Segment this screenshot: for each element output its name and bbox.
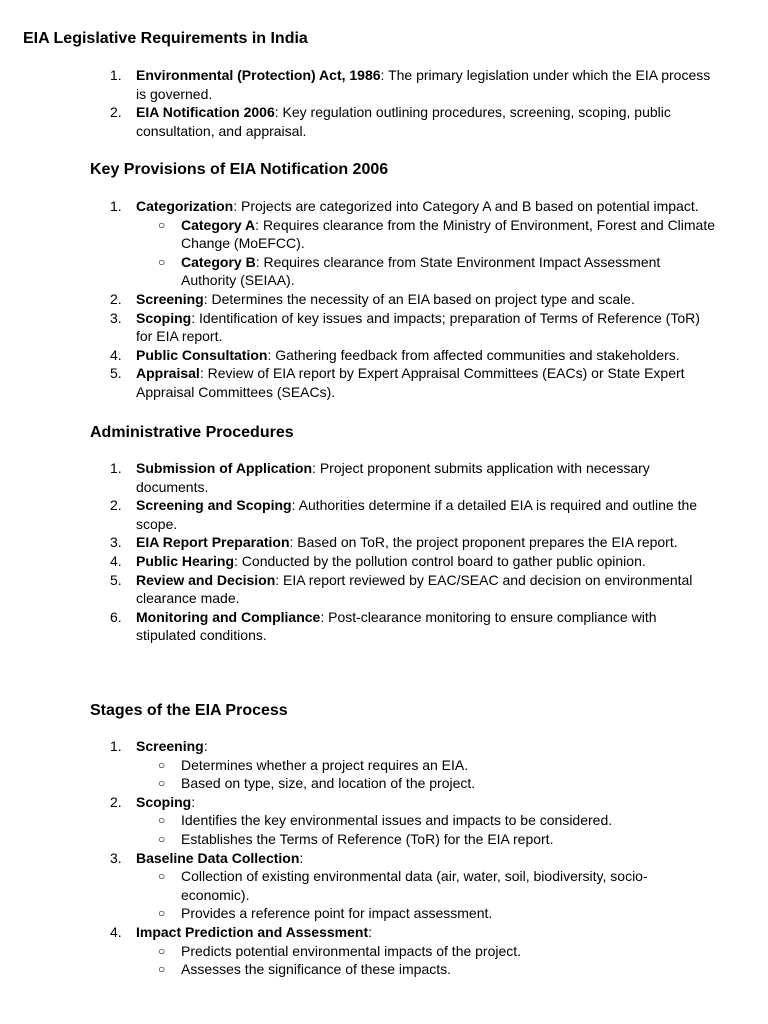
item-text: : The primary legislation under which the EIA process is governed. — [136, 67, 711, 102]
item-text: : — [368, 923, 372, 940]
item-number: 2. — [110, 104, 122, 121]
admin-heading: Administrative Procedures — [90, 424, 294, 441]
item-text: : Based on ToR, the project proponent prepares the EIA report. — [289, 534, 678, 551]
list-item — [0, 533, 716, 552]
item-term: Screening — [136, 290, 204, 307]
item-number: 4. — [110, 346, 122, 363]
item-text: : EIA report reviewed by EAC/SEAC and decision on environmental clearance made. — [136, 571, 693, 607]
item-text: : Post-clearance monitoring to ensure compliance with stipulated conditions. — [136, 608, 657, 644]
item-number: 1. — [110, 67, 122, 83]
list-item — [0, 849, 716, 923]
legislative-list — [0, 66, 768, 140]
item-number: 1. — [110, 460, 122, 476]
sub-list-item — [136, 867, 716, 904]
list-item — [0, 346, 716, 365]
list-item — [0, 309, 716, 346]
list-item — [0, 364, 716, 401]
sub-item-text: Identifies the key environmental issues and impacts to be considered. — [181, 812, 613, 829]
provisions-heading: Key Provisions of EIA Notification 2006 — [90, 161, 389, 178]
sub-list-item — [136, 216, 716, 253]
item-term: Screening and Scoping — [136, 497, 292, 514]
item-text: : Authorities determine if a detailed EIA is required and outline the scope. — [136, 497, 698, 532]
bullet-icon: ○ — [158, 943, 166, 958]
item-term: Categorization — [136, 198, 234, 214]
bullet-icon: ○ — [158, 906, 166, 921]
item-number: 3. — [110, 534, 122, 551]
item-term: EIA Report Preparation — [136, 534, 290, 551]
page-title: EIA Legislative Requirements in India — [23, 30, 308, 47]
sub-list-item — [136, 253, 716, 290]
sub-list — [136, 942, 716, 979]
item-term: Submission of Application — [136, 460, 313, 476]
item-number: 3. — [110, 849, 122, 866]
list-item — [0, 923, 716, 979]
item-number: 4. — [110, 552, 122, 569]
bullet-icon: ○ — [158, 831, 166, 846]
sub-item-text: : Requires clearance from State Environment Impact Assessment Authority (SEIAA). — [181, 253, 661, 289]
list-item — [0, 103, 716, 140]
stages-list — [0, 737, 768, 979]
item-number: 3. — [110, 309, 122, 326]
list-item — [0, 793, 716, 849]
sub-list — [136, 811, 716, 848]
sub-item-term: Category B — [181, 253, 256, 270]
item-term: Screening — [136, 738, 204, 754]
item-text: : Review of EIA report by Expert Appraisal Committees (EACs) or State Expert Appraisal Committees (SEACs). — [136, 365, 685, 400]
sub-list — [136, 216, 716, 290]
list-item — [0, 197, 716, 290]
list-item — [0, 66, 716, 103]
list-item — [0, 459, 716, 496]
item-number: 5. — [110, 571, 122, 588]
item-number: 1. — [110, 738, 122, 754]
sub-item-text: : Requires clearance from the Ministry of Environment, Forest and Climate Change (MoEFCC). — [181, 216, 716, 252]
sub-item-text: Provides a reference point for impact assessment. — [181, 905, 493, 922]
sub-list — [136, 867, 716, 923]
item-term: Baseline Data Collection — [136, 849, 300, 866]
item-term: Impact Prediction and Assessment — [136, 923, 369, 940]
sub-item-text: Determines whether a project requires an EIA. — [181, 756, 469, 773]
item-number: 5. — [110, 365, 122, 382]
sub-item-text: Assesses the significance of these impacts. — [181, 961, 452, 978]
list-item — [0, 571, 716, 608]
bullet-icon: ○ — [158, 757, 166, 772]
sub-item-term: Category A — [181, 216, 256, 233]
item-text: : Project proponent submits application with necessary documents. — [136, 460, 650, 495]
sub-list-item — [136, 960, 716, 979]
item-text: : Identification of key issues and impacts; preparation of Terms of Reference (ToR) for EIA report. — [136, 309, 700, 345]
item-term: Environmental (Protection) Act, 1986 — [136, 67, 381, 83]
bullet-icon: ○ — [158, 776, 166, 791]
item-text: : — [203, 738, 208, 754]
list-item — [0, 608, 716, 645]
item-text: : — [191, 793, 196, 810]
item-text: : — [299, 849, 304, 866]
item-text: : Projects are categorized into Category A and B based on potential impact. — [233, 198, 699, 214]
sub-item-text: Predicts potential environmental impacts of the project. — [181, 942, 522, 959]
item-term: Scoping — [136, 793, 192, 810]
bullet-icon: ○ — [158, 962, 166, 977]
sub-list-item — [136, 811, 716, 830]
item-number: 6. — [110, 608, 122, 625]
item-term: Public Hearing — [136, 552, 235, 569]
list-item — [0, 737, 716, 793]
bullet-icon: ○ — [158, 254, 166, 269]
item-text: : Determines the necessity of an EIA based on project type and scale. — [203, 290, 635, 307]
sub-list — [136, 756, 716, 793]
provisions-list — [0, 197, 768, 402]
item-term: Scoping — [136, 309, 192, 326]
bullet-icon: ○ — [158, 813, 166, 828]
item-text: : Gathering feedback from affected communities and stakeholders. — [267, 346, 680, 363]
sub-list-item — [136, 756, 716, 775]
bullet-icon: ○ — [158, 869, 166, 884]
item-term: Monitoring and Compliance — [136, 608, 321, 625]
item-text: : Conducted by the pollution control board to gather public opinion. — [234, 552, 646, 569]
item-term: Review and Decision — [136, 571, 276, 588]
item-number: 4. — [110, 923, 122, 940]
sub-list-item — [136, 830, 716, 849]
sub-list-item — [136, 942, 716, 961]
item-term: EIA Notification 2006 — [136, 104, 275, 121]
sub-list-item — [136, 774, 716, 793]
item-number: 2. — [110, 497, 122, 514]
stages-heading: Stages of the EIA Process — [90, 702, 288, 719]
item-number: 1. — [110, 198, 122, 214]
item-number: 2. — [110, 290, 122, 307]
item-term: Appraisal — [136, 365, 200, 382]
bullet-icon: ○ — [158, 217, 166, 232]
item-number: 2. — [110, 793, 122, 810]
list-item — [0, 496, 716, 533]
sub-item-text: Based on type, size, and location of the project. — [181, 775, 476, 792]
sub-list-item — [136, 904, 716, 923]
list-item — [0, 290, 716, 309]
item-term: Public Consultation — [136, 346, 268, 363]
list-item — [0, 552, 716, 571]
admin-list — [0, 459, 768, 645]
item-text: : Key regulation outlining procedures, screening, scoping, public consultation, and appraisal. — [136, 104, 671, 139]
sub-item-text: Establishes the Terms of Reference (ToR) for the EIA report. — [181, 830, 554, 847]
sub-item-text: Collection of existing environmental data (air, water, soil, biodiversity, socio-economic). — [181, 868, 648, 903]
